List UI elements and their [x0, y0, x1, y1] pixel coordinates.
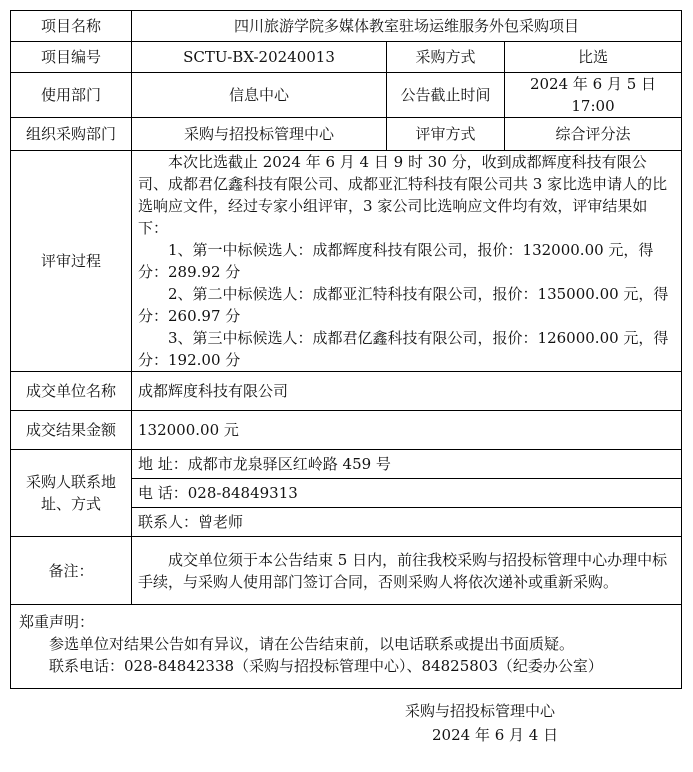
- row-project-no: [11, 42, 682, 73]
- statement-line-2: 联系电话：028-84842338（采购与招投标管理中心）、84825803（纪委办公室）: [49, 657, 603, 675]
- footer-date: 2024 年 6 月 4 日: [432, 726, 559, 744]
- statement-title: 郑重声明：: [19, 613, 95, 631]
- statement-content: [11, 605, 682, 689]
- project-name-label: 项目名称: [11, 11, 132, 42]
- row-amount: [11, 411, 682, 450]
- amount-label: 成交结果金额: [11, 411, 132, 450]
- org-dept-label: 组织采购部门: [11, 118, 132, 151]
- row-org-dept: [11, 118, 682, 151]
- deadline-value: 2024 年 6 月 5 日 17:00: [505, 73, 682, 118]
- department-value: 信息中心: [132, 73, 387, 118]
- contact-address: 地 址：成都市龙泉驿区红岭路 459 号: [132, 450, 682, 479]
- procurement-result-table: [10, 10, 682, 689]
- department-label: 使用部门: [11, 73, 132, 118]
- org-dept-value: 采购与招投标管理中心: [132, 118, 387, 151]
- amount-value: 132000.00 元: [132, 411, 682, 450]
- contact-phone: 电 话：028-84849313: [132, 479, 682, 508]
- winner-label: 成交单位名称: [11, 372, 132, 411]
- project-name-value: 四川旅游学院多媒体教室驻场运维服务外包采购项目: [132, 11, 682, 42]
- contact-label: 采购人联系地址、方式: [11, 450, 132, 537]
- review-method-value: 综合评分法: [505, 118, 682, 151]
- remark-value: [132, 537, 682, 605]
- row-project-name: [11, 11, 682, 42]
- review-method-label: 评审方式: [387, 118, 505, 151]
- project-no-value: SCTU-BX-20240013: [132, 42, 387, 73]
- winner-value: 成都辉度科技有限公司: [132, 372, 682, 411]
- review-process-label: 评审过程: [11, 151, 132, 372]
- remark-label: 备注：: [11, 537, 132, 605]
- row-contact-address: [11, 450, 682, 479]
- review-process-content: [132, 151, 682, 372]
- statement-line-1: 参选单位对结果公告如有异议，请在公告结束前，以电话联系或提出书面质疑。: [49, 635, 575, 653]
- review-process-intro: 本次比选截止 2024 年 6 月 4 日 9 时 30 分，收到成都辉度科技有限公司、成都君亿鑫科技有限公司、成都亚汇特科技有限公司共 3 家比选申请人的比选响应文件，经过专家小组评审，3 家公司比选响应文件均有效，评审结果如下：: [138, 153, 668, 237]
- row-winner: [11, 372, 682, 411]
- procurement-method-value: 比选: [505, 42, 682, 73]
- candidate-2: 2、第二中标候选人：成都亚汇特科技有限公司，报价：135000.00 元，得分：260.97 分: [138, 285, 669, 325]
- row-remark: [11, 537, 682, 605]
- row-statement: [11, 605, 682, 689]
- procurement-method-label: 采购方式: [387, 42, 505, 73]
- remark-text: 成交单位须于本公告结束 5 日内，前往我校采购与招投标管理中心办理中标手续，与采购人使用部门签订合同，否则采购人将依次递补或重新采购。: [138, 550, 668, 591]
- project-no-label: 项目编号: [11, 42, 132, 73]
- contact-person: 联系人：曾老师: [132, 508, 682, 537]
- row-review-process: [11, 151, 682, 372]
- footer-org: 采购与招投标管理中心: [405, 702, 556, 720]
- candidate-3: 3、第三中标候选人：成都君亿鑫科技有限公司，报价：126000.00 元，得分：192.00 分: [138, 329, 669, 369]
- candidate-1: 1、第一中标候选人：成都辉度科技有限公司，报价：132000.00 元，得分：289.92 分: [138, 241, 654, 281]
- row-department: [11, 73, 682, 118]
- deadline-label: 公告截止时间: [387, 73, 505, 118]
